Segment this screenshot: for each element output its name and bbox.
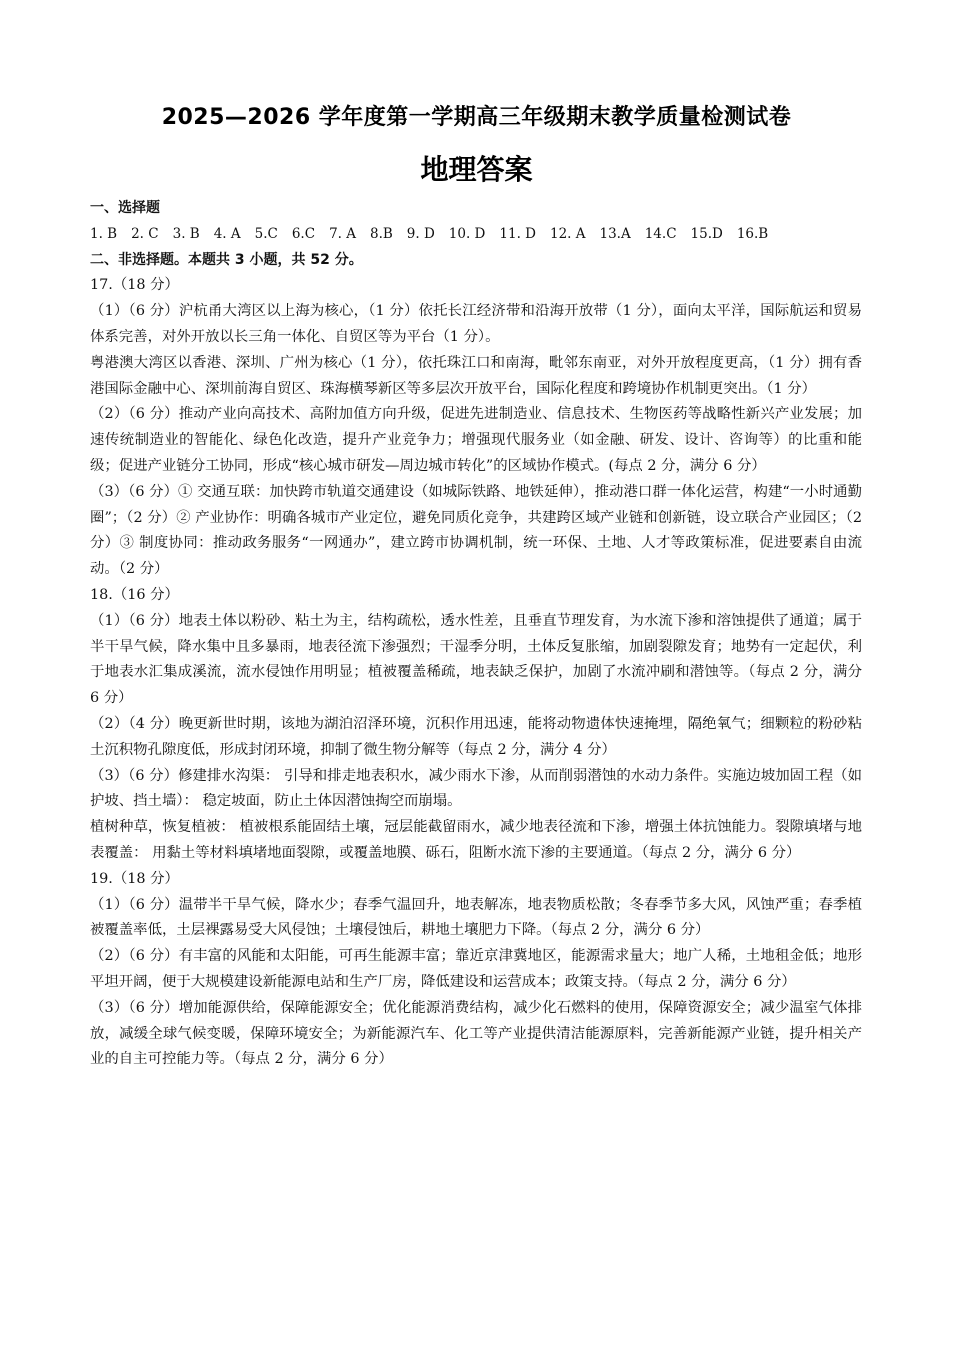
question-18-part-3-continued: 植树种草，恢复植被： 植被根系能固结土壤，冠层能截留雨水，减少地表径流和下渗，增强土体抗蚀能力。裂隙填堵与地表覆盖： 用黏土等材料填堵地面裂隙，或覆盖地膜、砾石，阻断水流下渗的主要通道。（每点 2 分，满分 6 分） bbox=[90, 819, 862, 861]
choice-answer: 2. C bbox=[131, 225, 159, 242]
document-title: 2025—2026 学年度第一学期高三年级期末教学质量检测试卷 bbox=[161, 105, 792, 130]
choice-answer: 5.C bbox=[254, 225, 278, 242]
question-18-part-1: （1）（6 分）地表土体以粉砂、粘土为主，结构疏松，透水性差，且垂直节理发育，为水流下渗和溶蚀提供了通道；属于半干旱气候，降水集中且多暴雨，地表径流下渗强烈；干湿季分明，土体反复胀缩，加剧裂隙发育；地势有一定起伏，利于地表水汇集成溪流，流水侵蚀作用明显；植被覆盖稀疏，地表缺乏保护，加剧了水流冲刷和潜蚀等。（每点 2 分，满分 6 分） bbox=[90, 612, 862, 707]
question-19-heading: 19.（18 分） bbox=[90, 870, 179, 887]
answer-content bbox=[90, 196, 862, 1073]
choice-answer: 3. B bbox=[172, 225, 200, 242]
question-19-part-1: （1）（6 分）温带半干旱气候，降水少；春季气温回升，地表解冻，地表物质松散；冬春季节多大风，风蚀严重；春季植被覆盖率低，土层裸露易受大风侵蚀；土壤侵蚀后，耕地土壤肥力下降。（每点 2 分，满分 6 分） bbox=[90, 896, 862, 939]
question-18-part-2: （2）（4 分）晚更新世时期，该地为湖泊沼泽环境，沉积作用迅速，能将动物遗体快速掩埋，隔绝氧气；细颗粒的粉砂粘土沉积物孔隙度低，形成封闭环境，抑制了微生物分解等（每点 2 分，满分 4 分） bbox=[90, 715, 862, 758]
choice-answer: 16.B bbox=[736, 225, 769, 242]
choice-answer: 12. A bbox=[549, 225, 586, 242]
choice-answer: 9. D bbox=[406, 225, 435, 242]
document-subtitle: 地理答案 bbox=[420, 153, 533, 186]
question-17-part-1-continued: 粤港澳大湾区以香港、深圳、广州为核心（1 分），依托珠江口和南海，毗邻东南亚，对外开放程度更高，（1 分）拥有香港国际金融中心、深圳前海自贸区、珠海横琴新区等多层次开放平台，国际化程度和跨境协作机制更突出。（1 分） bbox=[90, 354, 862, 397]
choice-answer: 1. B bbox=[90, 225, 118, 242]
choice-answer: 4. A bbox=[213, 225, 241, 242]
question-19-part-3: （3）（6 分）增加能源供给，保障能源安全；优化能源消费结构，减少化石燃料的使用，保障资源安全；减少温室气体排放，减缓全球气候变暖，保障环境安全；为新能源汽车、化工等产业提供清洁能源原料，完善新能源产业链，提升相关产业的自主可控能力等。（每点 2 分，满分 6 分） bbox=[90, 999, 862, 1068]
choice-answer: 7. A bbox=[329, 225, 356, 242]
question-17-part-2: （2）（6 分）推动产业向高技术、高附加值方向升级，促进先进制造业、信息技术、生物医药等战略性新兴产业发展；加速传统制造业的智能化、绿色化改造，提升产业竞争力；增强现代服务业（如金融、研发、设计、咨询等）的比重和能级；促进产业链分工协同，形成“核心城市研发—周边城市转化”的区域协作模式。(每点 2 分，满分 6 分） bbox=[90, 406, 862, 474]
choice-answer: 11. D bbox=[499, 225, 536, 242]
section-heading-nonchoice: 二、非选择题。本题共 3 小题，共 52 分。 bbox=[90, 251, 363, 268]
choice-answer: 6.C bbox=[291, 225, 316, 242]
question-17-part-1: （1）（6 分）沪杭甬大湾区以上海为核心，（1 分）依托长江经济带和沿海开放带（1 分），面向太平洋，国际航运和贸易体系完善，对外开放以长三角一体化、自贸区等为平台（1 分）。 bbox=[90, 303, 862, 345]
question-18-part-3: （3）（6 分）修建排水沟渠： 引导和排走地表积水，减少雨水下渗，从而削弱潜蚀的水动力条件。实施边坡加固工程（如护坡、挡土墙）： 稳定坡面，防止土体因潜蚀掏空而崩塌。 bbox=[90, 767, 862, 810]
choice-answer: 13.A bbox=[599, 225, 631, 242]
choice-answer: 15.D bbox=[690, 225, 723, 242]
question-17-heading: 17.（18 分） bbox=[90, 277, 179, 294]
choice-answers-row bbox=[90, 222, 862, 248]
question-18-heading: 18.（16 分） bbox=[90, 586, 179, 603]
choice-answer: 10. D bbox=[448, 225, 486, 242]
choice-answer: 14.C bbox=[644, 225, 677, 242]
section-heading-choice: 一、选择题 bbox=[90, 200, 160, 216]
question-19-part-2: （2）（6 分）有丰富的风能和太阳能，可再生能源丰富；靠近京津冀地区，能源需求量大；地广人稀，土地租金低；地形平坦开阔，便于大规模建设新能源电站和生产厂房，降低建设和运营成本；政策支持。（每点 2 分，满分 6 分） bbox=[90, 948, 862, 990]
choice-answer: 8.B bbox=[369, 225, 393, 242]
question-17-part-3: （3）（6 分）① 交通互联：加快跨市轨道交通建设（如城际铁路、地铁延伸），推动港口群一体化运营，构建“一小时通勤圈”；（2 分）② 产业协作：明确各城市产业定位，避免同质化竞争，共建跨区域产业链和创新链，设立联合产业园区；（2 分）③ 制度协同：推动政务服务“一网通办”，建立跨市协调机制，统一环保、土地、人才等政策标准，促进要素自由流动。（2 分） bbox=[90, 483, 862, 578]
